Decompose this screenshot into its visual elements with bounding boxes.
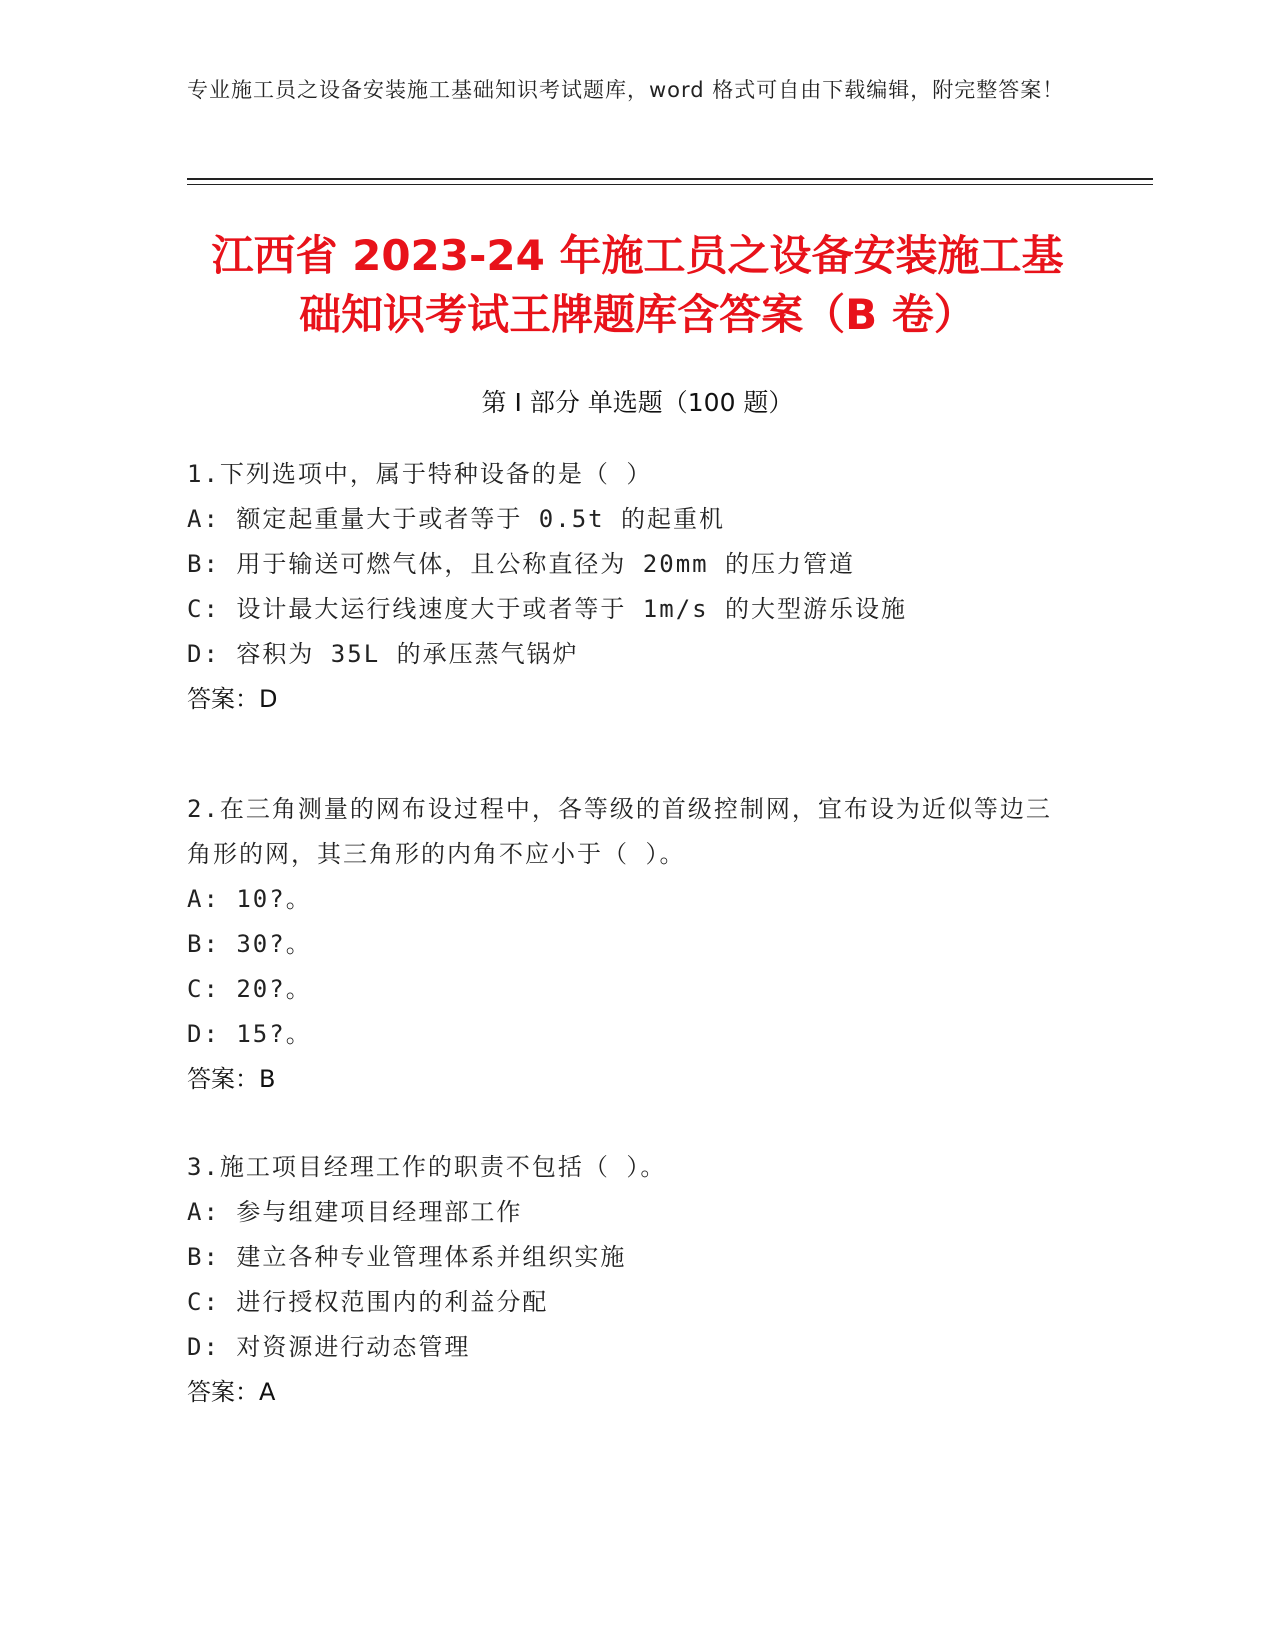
option-b: B: 用于输送可燃气体，且公称直径为 20mm 的压力管道 — [187, 550, 856, 578]
option-a: A: 额定起重量大于或者等于 0.5t 的起重机 — [187, 505, 726, 533]
header-note: 专业施工员之设备安装施工基础知识考试题库，word 格式可自由下载编辑，附完整答案！ — [187, 78, 1065, 102]
header-rule-thin — [187, 184, 1153, 185]
question-text: 1.下列选项中，属于特种设备的是（ ） — [187, 460, 653, 488]
answer: 答案：A — [187, 1378, 276, 1406]
option-d: D: 对资源进行动态管理 — [187, 1333, 471, 1361]
option-c: C: 20?。 — [187, 975, 312, 1003]
title-line-1: 江西省 2023-24 年施工员之设备安装施工基 — [211, 231, 1064, 280]
option-b: B: 建立各种专业管理体系并组织实施 — [187, 1243, 627, 1271]
option-b: B: 30?。 — [187, 930, 312, 958]
title-line-2: 础知识考试王牌题库含答案（B 卷） — [299, 290, 976, 339]
option-a: A: 10?。 — [187, 885, 312, 913]
question-2 — [187, 787, 1067, 1102]
question-text: 2.在三角测量的网布设过程中，各等级的首级控制网，宜布设为近似等边三角形的网，其三角形的内角不应小于（ ）。 — [187, 795, 1052, 868]
question-3 — [187, 1145, 1067, 1415]
section-heading: 第 I 部分 单选题（100 题） — [481, 388, 794, 417]
option-c: C: 设计最大运行线速度大于或者等于 1m/s 的大型游乐设施 — [187, 595, 908, 623]
option-a: A: 参与组建项目经理部工作 — [187, 1198, 523, 1226]
answer: 答案：B — [187, 1065, 276, 1093]
header-rule-thick — [187, 178, 1153, 180]
option-c: C: 进行授权范围内的利益分配 — [187, 1288, 549, 1316]
answer: 答案：D — [187, 685, 278, 713]
option-d: D: 15?。 — [187, 1020, 312, 1048]
document-title — [150, 226, 1125, 344]
question-1 — [187, 452, 1067, 722]
option-d: D: 容积为 35L 的承压蒸气锅炉 — [187, 640, 579, 668]
question-text: 3.施工项目经理工作的职责不包括（ ）。 — [187, 1153, 667, 1181]
